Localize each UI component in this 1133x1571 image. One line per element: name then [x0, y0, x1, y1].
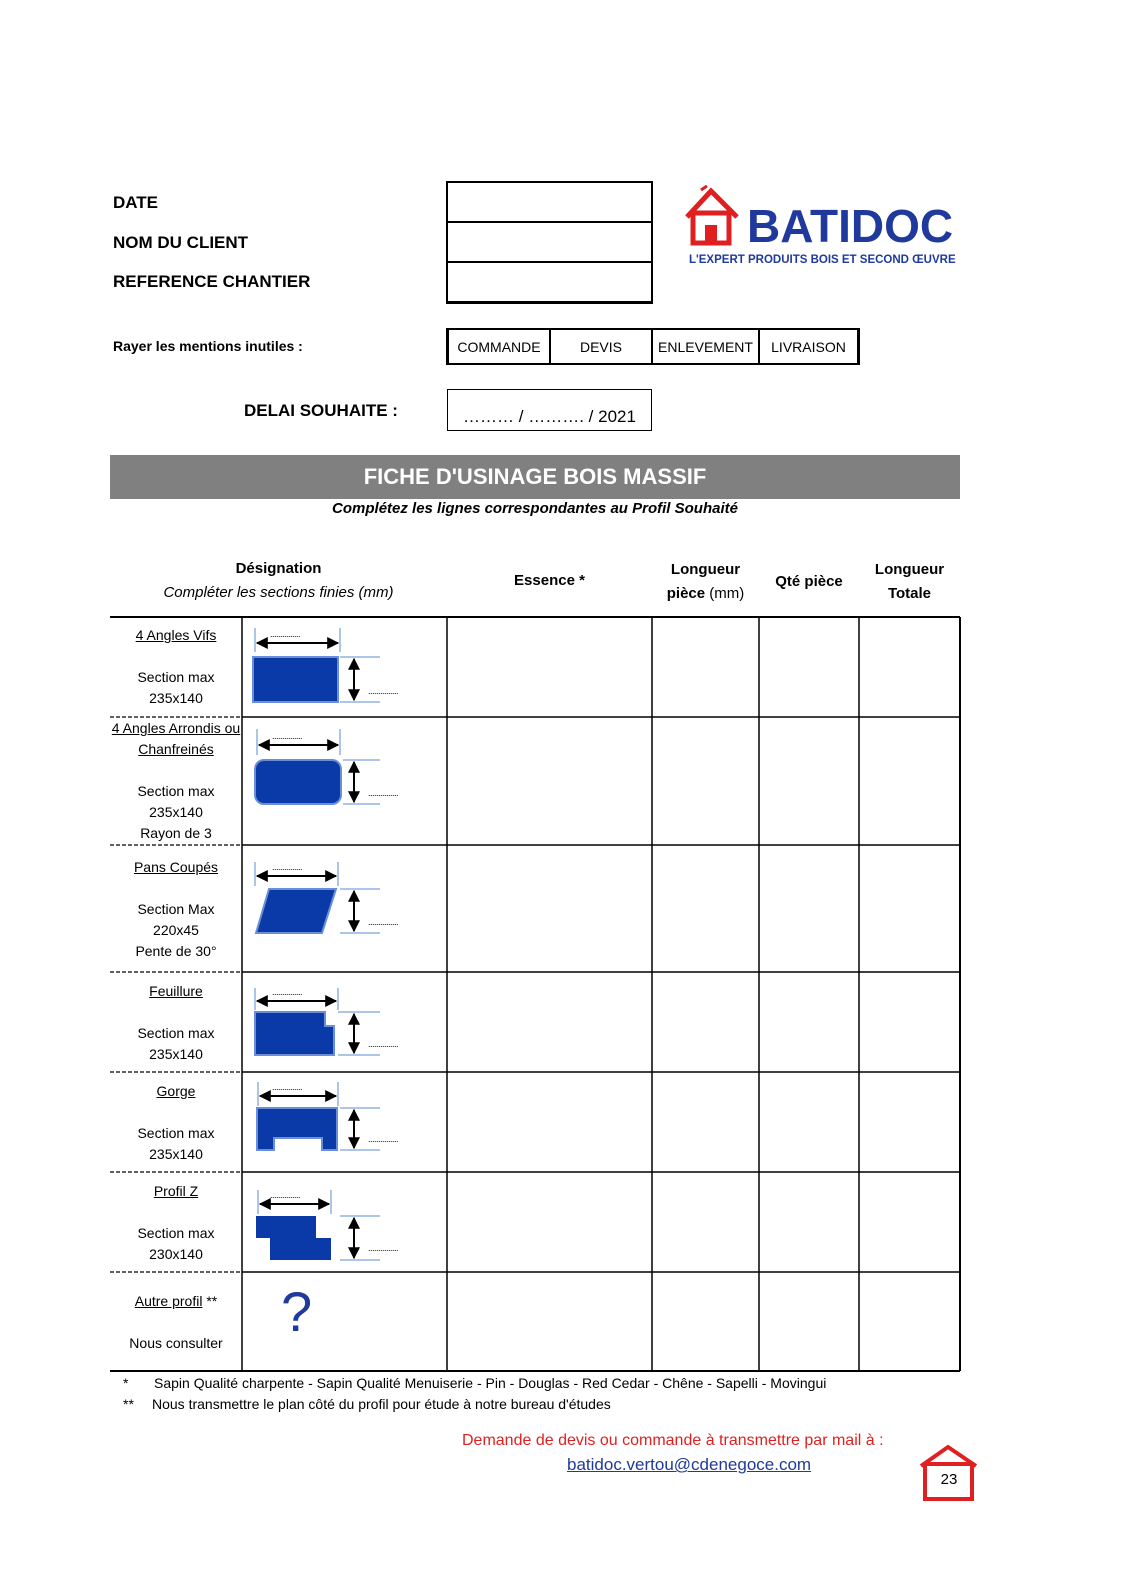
- row-5-title: Gorge: [156, 1083, 196, 1099]
- col-longueur-piece-l1: Longueur: [670, 561, 741, 578]
- option-devis[interactable]: DEVIS: [550, 329, 652, 364]
- col-longueur-totale-l2: Totale: [887, 585, 932, 602]
- client-label: NOM DU CLIENT: [113, 233, 249, 252]
- contact-line: Demande de devis ou commande à transmettre par mail à :: [462, 1432, 884, 1449]
- option-livraison[interactable]: LIVRAISON: [759, 329, 858, 364]
- row-4-line-1: Section max: [137, 1025, 215, 1041]
- col-qte: Qté pièce: [775, 573, 843, 590]
- col-longueur-totale-l1: Longueur: [874, 561, 945, 578]
- row-5-line-1: Section max: [137, 1125, 215, 1141]
- col-designation-title: Désignation: [235, 560, 322, 577]
- question-icon: ?: [281, 1280, 313, 1343]
- col-longueur-piece-word: pièce: [666, 585, 706, 602]
- footnote-2: [123, 1396, 611, 1412]
- row-2-line-2: 235x140: [149, 804, 203, 820]
- row-1-line-1: Section max: [137, 669, 215, 685]
- rebate-profile-icon: [255, 988, 380, 1055]
- rect-profile-icon: [253, 628, 380, 702]
- ref-label: REFERENCE CHANTIER: [113, 272, 311, 291]
- row-3-line-2: 220x45: [153, 922, 199, 938]
- form-title: FICHE D'USINAGE BOIS MASSIF: [110, 455, 960, 499]
- groove-profile-icon: [257, 1082, 380, 1150]
- form-subtitle: Complétez les lignes correspondantes au Profil Souhaité: [332, 500, 738, 517]
- row-3-height-dots[interactable]: ...............: [368, 917, 399, 927]
- row-4-line-2: 235x140: [149, 1046, 203, 1062]
- footnote-1-mark: *: [123, 1375, 129, 1391]
- row-6-height-dots[interactable]: ...............: [368, 1243, 399, 1253]
- row-2-height-dots[interactable]: ...............: [368, 788, 399, 798]
- option-enlevement[interactable]: ENLEVEMENT: [652, 329, 759, 364]
- row-7-title: Autre profil: [134, 1293, 203, 1309]
- row-4-height-dots[interactable]: ...............: [368, 1039, 399, 1049]
- logo-tagline: L'EXPERT PRODUITS BOIS ET SECOND ŒUVRE: [689, 254, 956, 266]
- col-longueur-piece-unit: (mm): [709, 585, 745, 602]
- footnote-2-text: Nous transmettre le plan côté du profil pour étude à notre bureau d'études: [152, 1396, 611, 1412]
- row-4-title: Feuillure: [149, 983, 203, 999]
- row-3-line-3: Pente de 30°: [135, 943, 217, 959]
- row-2-title: 4 Angles Arrondis ou Chanfreinés: [111, 720, 241, 757]
- row-2-line-1: Section max: [137, 783, 215, 799]
- z-profile-icon: [256, 1190, 380, 1260]
- row-7-line-1: Nous consulter: [129, 1335, 223, 1351]
- footnote-2-mark: **: [123, 1396, 134, 1412]
- row-1-height-dots[interactable]: ...............: [368, 686, 399, 696]
- date-label: DATE: [113, 193, 159, 212]
- page-number: 23: [940, 1471, 958, 1488]
- row-5-height-dots[interactable]: ...............: [368, 1134, 399, 1144]
- col-essence: Essence *: [514, 572, 585, 589]
- row-4-width-dots[interactable]: ...............: [272, 987, 303, 997]
- row-2-line-3: Rayon de 3: [140, 825, 212, 841]
- row-2-width-dots[interactable]: ...............: [272, 731, 303, 741]
- row-7-title-suffix: **: [202, 1293, 218, 1309]
- contact-email-link[interactable]: batidoc.vertou@cdenegoce.com: [567, 1455, 812, 1474]
- option-commande[interactable]: COMMANDE: [448, 329, 550, 364]
- row-3-title: Pans Coupés: [133, 859, 219, 875]
- bevel-profile-icon: [255, 862, 380, 933]
- row-6-width-dots[interactable]: ...............: [270, 1190, 301, 1200]
- row-1-line-2: 235x140: [149, 690, 203, 706]
- row-1-title: 4 Angles Vifs: [135, 627, 217, 643]
- row-6-line-2: 230x140: [149, 1246, 203, 1262]
- logo-name: BATIDOC: [747, 200, 954, 252]
- row-1-width-dots[interactable]: ...............: [270, 629, 301, 639]
- row-6-title: Profil Z: [153, 1183, 199, 1199]
- footnote-1: [123, 1375, 826, 1391]
- footnote-1-text: Sapin Qualité charpente - Sapin Qualité Menuiserie - Pin - Douglas - Red Cedar - Chêne - Sapelli - Movingui: [154, 1375, 827, 1391]
- rayer-label: Rayer les mentions inutiles :: [113, 338, 303, 354]
- row-3-line-1: Section Max: [137, 901, 215, 917]
- row-5-width-dots[interactable]: ...............: [272, 1082, 303, 1092]
- col-designation-sub: Compléter les sections finies (mm): [163, 584, 394, 601]
- row-3-width-dots[interactable]: ...............: [272, 862, 303, 872]
- page-number-badge: [918, 1444, 980, 1504]
- row-6-line-1: Section max: [137, 1225, 215, 1241]
- row-5-line-2: 235x140: [149, 1146, 203, 1162]
- delai-label: DELAI SOUHAITE :: [244, 401, 398, 420]
- delai-field[interactable]: ……… / ………. / 2021: [447, 389, 652, 431]
